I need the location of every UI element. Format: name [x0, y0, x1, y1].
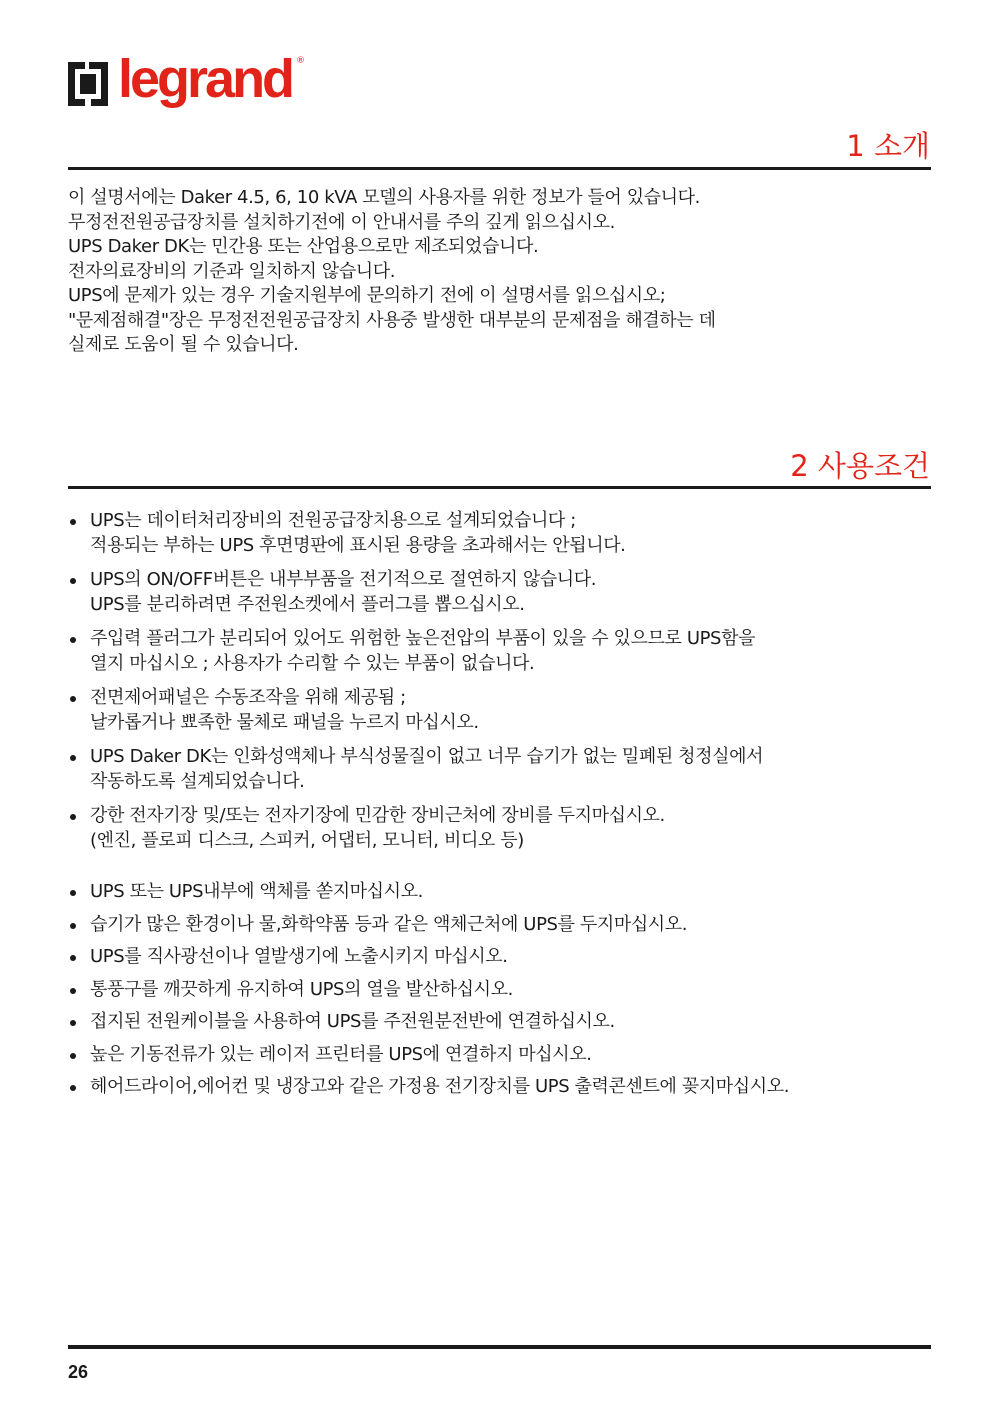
bullet-icon: [70, 1085, 76, 1091]
usage-conditions-list-a: [68, 509, 938, 863]
bullet-icon: [70, 923, 76, 929]
list-item: [68, 627, 938, 676]
page-number: 26: [68, 1362, 89, 1382]
list-item-line: UPS Daker DK는 인화성액체나 부식성물질이 없고 너무 습기가 없는 밀폐된 청정실에서: [90, 746, 764, 767]
list-item-line: UPS의 ON/OFF버튼은 내부부품을 전기적으로 절연하지 않습니다.: [90, 569, 597, 590]
list-item: [68, 978, 938, 1003]
bullet-icon: [70, 1053, 76, 1059]
intro-line: UPS에 문제가 있는 경우 기술지원부에 문의하기 전에 이 설명서를 읽으십시오;: [68, 285, 666, 306]
list-item-line: UPS를 분리하려면 주전원소켓에서 플러그를 뽑으십시오.: [90, 593, 525, 615]
footer-rule: [68, 1345, 931, 1349]
intro-line: "문제점해결"장은 무정전전원공급장치 사용중 발생한 대부분의 문제점을 해결하는 데: [68, 309, 716, 331]
list-item: [68, 745, 938, 794]
intro-line: 이 설명서에는 Daker 4.5, 6, 10 kVA 모델의 사용자를 위한 정보가 들어 있습니다.: [68, 187, 700, 208]
list-item: [68, 509, 938, 558]
list-item: [68, 1010, 938, 1035]
list-item: [68, 686, 938, 735]
registered-mark: ®: [296, 56, 305, 66]
bullet-icon: [70, 955, 76, 961]
list-item: [68, 1075, 938, 1100]
list-item-text: 높은 기동전류가 있는 레이저 프린터를 UPS에 연결하지 마십시오.: [90, 1043, 592, 1065]
list-item-line: 강한 전자기장 및/또는 전자기장에 민감한 장비근처에 장비를 두지마십시오.: [90, 805, 665, 826]
list-item-line: (엔진, 플로피 디스크, 스피커, 어댑터, 모니터, 비디오 등): [90, 829, 524, 851]
legrand-mark-icon: [68, 62, 108, 106]
list-item: [68, 568, 938, 617]
intro-text: [68, 186, 928, 358]
list-item: [68, 1043, 938, 1068]
bullet-icon: [70, 814, 76, 820]
list-item-line: 적용되는 부하는 UPS 후면명판에 표시된 용량을 초과해서는 안됩니다.: [90, 534, 626, 556]
usage-conditions-list-b: [68, 880, 938, 1108]
list-item-line: 작동하도록 설계되었습니다.: [90, 770, 305, 792]
list-item-line: UPS는 데이터처리장비의 전원공급장치용으로 설계되었습니다 ;: [90, 510, 576, 531]
bullet-icon: [70, 578, 76, 584]
list-item-text: 통풍구를 깨끗하게 유지하여 UPS의 열을 발산하십시오.: [90, 978, 513, 1000]
list-item-text: UPS 또는 UPS내부에 액체를 쏟지마십시오.: [90, 881, 423, 902]
bullet-icon: [70, 1020, 76, 1026]
intro-line: UPS Daker DK는 민간용 또는 산업용으로만 제조되었습니다.: [68, 236, 539, 257]
intro-line: 무정전전원공급장치를 설치하기전에 이 안내서를 주의 깊게 읽으십시오.: [68, 211, 615, 233]
bullet-icon: [70, 890, 76, 896]
intro-line: 전자의료장비의 기준과 일치하지 않습니다.: [68, 260, 396, 282]
list-item: [68, 804, 938, 853]
list-item-line: 날카롭거나 뾰족한 물체로 패널을 누르지 마십시오.: [90, 711, 479, 733]
section-1-rule: [68, 167, 931, 170]
logo-wordmark: legrand: [118, 49, 293, 109]
list-item-text: 습기가 많은 환경이나 물,화학약품 등과 같은 액체근처에 UPS를 두지마십시오.: [90, 913, 688, 935]
bullet-icon: [70, 755, 76, 761]
list-item: [68, 880, 938, 905]
list-item-line: 주입력 플러그가 분리되어 있어도 위험한 높은전압의 부품이 있을 수 있으므로 UPS함을: [90, 628, 756, 649]
section-2-title: 2 사용조건: [790, 449, 930, 483]
bullet-icon: [70, 696, 76, 702]
list-item-line: 열지 마십시오 ; 사용자가 수리할 수 있는 부품이 없습니다.: [90, 652, 535, 674]
section-1-title: 1 소개: [846, 129, 930, 163]
bullet-icon: [70, 519, 76, 525]
intro-line: 실제로 도움이 될 수 있습니다.: [68, 334, 299, 355]
section-2-rule: [68, 486, 931, 489]
list-item: [68, 913, 938, 938]
bullet-icon: [70, 637, 76, 643]
list-item: [68, 945, 938, 970]
list-item-text: UPS를 직사광선이나 열발생기에 노출시키지 마십시오.: [90, 946, 508, 967]
list-item-text: 헤어드라이어,에어컨 및 냉장고와 같은 가정용 전기장치를 UPS 출력콘센트에 꽂지마십시오.: [90, 1076, 790, 1097]
bullet-icon: [70, 988, 76, 994]
list-item-line: 전면제어패널은 수동조작을 위해 제공됨 ;: [90, 687, 406, 708]
legrand-logo: [68, 49, 318, 116]
list-item-text: 접지된 전원케이블을 사용하여 UPS를 주전원분전반에 연결하십시오.: [90, 1011, 615, 1032]
